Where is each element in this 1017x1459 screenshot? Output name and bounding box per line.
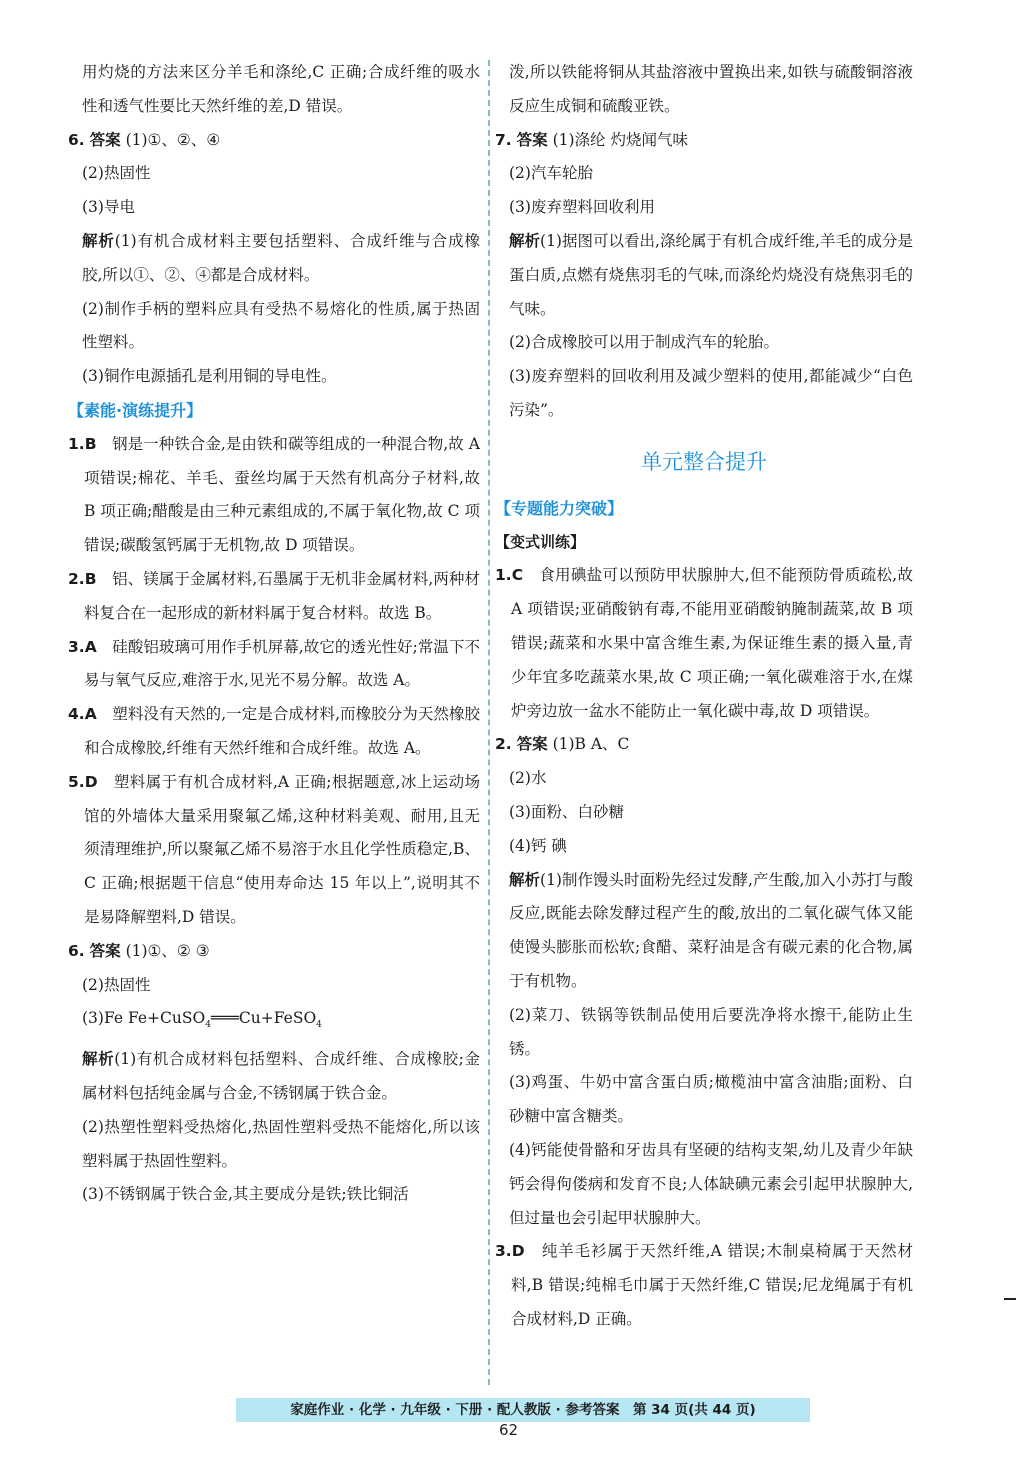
explanation: 解析(1)有机合成材料包括塑料、合成纤维、合成橡胶;金属材料包括纯金属与合金,不锈钢属于铁合金。 <box>82 1050 480 1102</box>
question-1: 1.C 食用碘盐可以预防甲状腺肿大,但不能预防骨质疏松,故 A 项错误;亚硝酸钠有毒,不能用亚硝酸钠腌制蔬菜,故 B 项错误;蔬菜和水果中富含维生素,为保证维生素的摄入量,青少年宜多吃蔬菜水果,故 C 项正确;一氧化碳难溶于水,在煤炉旁边放一盆水不能防止一氧化碳中毒,故 D 项错误。 <box>495 566 913 720</box>
answer-line: (2)热固性 <box>82 164 151 183</box>
question-1: 1.B 钢是一种铁合金,是由铁和碳等组成的一种混合物,故 A 项错误;棉花、羊毛、蚕丝均属于天然有机高分子材料,故 B 项正确;醋酸是由三种元素组成的,不属于氧化物,故 C 项错误;碳酸氢钙属于无机物,故 D 项错误。 <box>68 434 480 555</box>
explanation: (3)鸡蛋、牛奶中富含蛋白质;橄榄油中富含油脂;面粉、白砂糖中富含糖类。 <box>509 1073 913 1126</box>
answer-6-header: 6. 答案 (1)①、②、④ <box>68 130 221 149</box>
explanation: (2)菜刀、铁锅等铁制品使用后要洗净将水擦干,能防止生锈。 <box>509 1005 913 1058</box>
answer-2-header: 2. 答案 (1)B A、C <box>495 735 630 754</box>
answer-line: (3)废弃塑料回收利用 <box>509 198 655 217</box>
subsection-heading: 【变式训练】 <box>495 532 586 551</box>
question-2: 2.B 铝、镁属于金属材料,石墨属于无机非金属材料,两种材料复合在一起形成的新材料属于复合材料。故选 B。 <box>68 569 480 622</box>
explanation: (2)合成橡胶可以用于制成汽车的轮胎。 <box>509 333 779 352</box>
explanation: (3)铜作电源插孔是利用铜的导电性。 <box>82 367 337 386</box>
answer-line: (2)汽车轮胎 <box>509 164 593 183</box>
column-divider <box>488 60 490 1385</box>
explanation: (2)热塑性塑料受热熔化,热固性塑料受热不能熔化,所以该塑料属于热固性塑料。 <box>82 1117 480 1170</box>
answer-line: (2)水 <box>509 769 547 788</box>
answer-line: (3)面粉、白砂糖 <box>509 802 624 821</box>
unit-title: 单元整合提升 <box>641 449 767 474</box>
explanation: 解析(1)有机合成材料主要包括塑料、合成纤维与合成橡胶,所以①、②、④都是合成材料。 <box>82 231 480 284</box>
explanation: (3)废弃塑料的回收利用及减少塑料的使用,都能减少“白色污染”。 <box>509 367 913 419</box>
edge-mark <box>1004 1298 1016 1300</box>
question-5: 5.D 塑料属于有机合成材料,A 正确;根据题意,冰上运动场馆的外墙体大量采用聚氟乙烯,这种材料美观、耐用,且无须清理维护,所以聚氟乙烯不易溶于水且化学性质稳定,B、C 正确;根据题干信息“使用寿命达 15 年以上”,说明其不是易降解塑料,D 错误。 <box>68 772 480 926</box>
answer-line: (3)导电 <box>82 198 135 217</box>
explanation: (2)制作手柄的塑料应具有受热不易熔化的性质,属于热固性塑料。 <box>82 299 480 352</box>
question-4: 4.A 塑料没有天然的,一定是合成材料,而橡胶分为天然橡胶和合成橡胶,纤维有天然纤维和合成纤维。故选 A。 <box>68 705 480 757</box>
answer-line: (4)钙 碘 <box>509 836 567 855</box>
explanation: 解析(1)制作馒头时面粉先经过发酵,产生酸,加入小苏打与酸反应,既能去除发酵过程产生的酸,放出的二氧化碳气体又能使馒头膨胀而松软;食醋、菜籽油是含有碳元素的化合物,属于有机物。 <box>509 870 913 990</box>
left-column <box>68 56 480 1212</box>
answer-7-header: 7. 答案 (1)涤纶 灼烧闻气味 <box>495 130 688 149</box>
answer-line: (2)热固性 <box>82 975 151 994</box>
question-3: 3.A 硅酸铝玻璃可用作手机屏幕,故它的透光性好;常温下不易与氧气反应,难溶于水,见光不易分解。故选 A。 <box>68 637 480 690</box>
section-heading: 【专题能力突破】 <box>495 498 624 518</box>
explanation: (4)钙能使骨骼和牙齿具有坚硬的结构支架,幼儿及青少年缺钙会得佝偻病和发育不良;人体缺碘元素会引起甲状腺肿大,但过量也会引起甲状腺肿大。 <box>509 1140 913 1227</box>
right-column <box>495 56 913 1337</box>
explanation: 解析(1)据图可以看出,涤纶属于有机合成纤维,羊毛的成分是蛋白质,点燃有烧焦羽毛的气味,而涤纶灼烧没有烧焦羽毛的气味。 <box>509 231 913 318</box>
section-heading: 【素能·演练提升】 <box>68 400 203 420</box>
explanation: (3)不锈钢属于铁合金,其主要成分是铁;铁比铜活 <box>82 1185 409 1204</box>
question-3: 3.D 纯羊毛衫属于天然纤维,A 错误;木制桌椅属于天然材料,B 错误;纯棉毛巾属于天然纤维,C 错误;尼龙绳属于有机合成材料,D 正确。 <box>495 1242 913 1328</box>
chemical-equation: (3)Fe Fe+CuSO$_4$═══Cu+FeSO$_4$ <box>82 1009 322 1031</box>
continued-paragraph: 泼,所以铁能将铜从其盐溶液中置换出来,如铁与硫酸铜溶液反应生成铜和硫酸亚铁。 <box>509 63 913 115</box>
page-number: 62 <box>498 1421 519 1439</box>
continued-paragraph: 用灼烧的方法来区分羊毛和涤纶,C 正确;合成纤维的吸水性和透气性要比天然纤维的差,D 错误。 <box>82 63 480 115</box>
answer-6-header: 6. 答案 (1)①、② ③ <box>68 941 210 960</box>
footer-banner: 家庭作业 · 化学 · 九年级 · 下册 · 配人教版 · 参考答案 第 34 页(共 44 页) <box>236 1398 810 1422</box>
